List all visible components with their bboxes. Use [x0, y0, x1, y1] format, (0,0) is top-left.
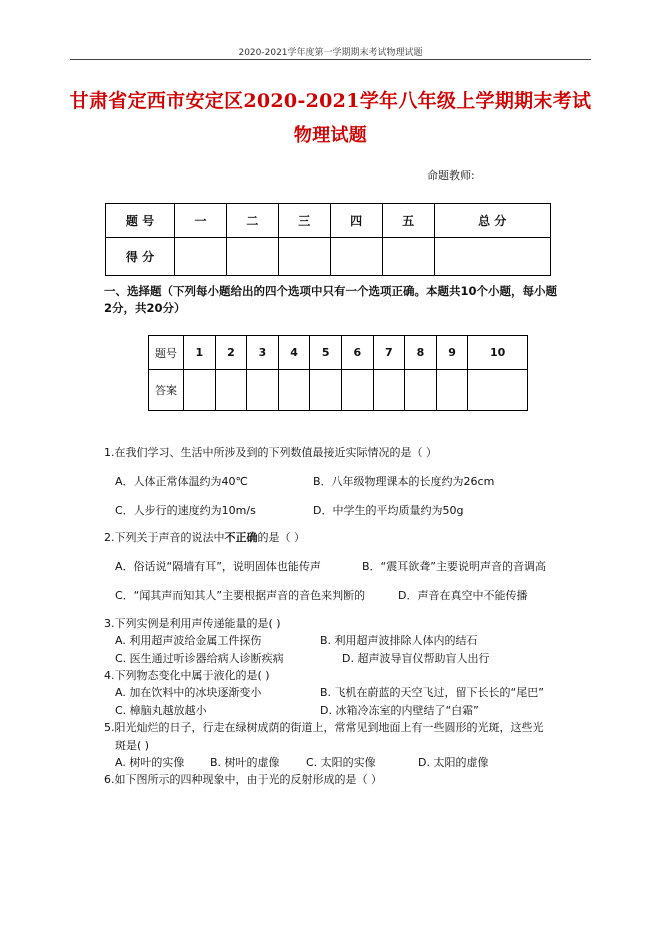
score-cell[interactable]: [434, 238, 550, 276]
answer-cell[interactable]: [373, 370, 405, 411]
answer-cell[interactable]: [247, 370, 279, 411]
page-header: 2020-2021学年度第一学期期末考试物理试题: [238, 48, 423, 58]
question-2-option-c[interactable]: C．“闻其声而知其人”主要根据声音的音色来判断的: [115, 589, 366, 602]
question-6-stem: 6.如下图所示的四种现象中，由于光的反射形成的是（ ）: [104, 773, 382, 786]
question-2-stem-post: 的是（ ）: [257, 531, 305, 544]
question-3-option-a[interactable]: A. 利用超声波给金属工件探伤: [115, 634, 262, 647]
answer-cell[interactable]: [310, 370, 342, 411]
answer-cell[interactable]: [184, 370, 216, 411]
question-3-option-c[interactable]: C. 医生通过听诊器给病人诊断疾病: [115, 652, 284, 665]
question-5-stem-line-2: 斑是( ): [115, 739, 150, 752]
author-label: 命题教师:: [427, 169, 475, 182]
question-3-stem: 3.下列实例是利用声传递能量的是( ): [104, 617, 281, 630]
answer-number-cell: 5: [310, 336, 342, 370]
answer-number-cell: 1: [184, 336, 216, 370]
score-row-label: 得 分: [106, 238, 175, 276]
score-header-cell: 一: [175, 204, 227, 238]
question-3-option-d[interactable]: D. 超声波导盲仪帮助盲人出行: [342, 652, 490, 665]
score-header-cell: 总 分: [434, 204, 550, 238]
question-1-option-c[interactable]: C．人步行的速度约为10m/s: [115, 504, 256, 517]
question-4-option-d[interactable]: D. 冰箱冷冻室的内壁结了“白霜”: [320, 704, 479, 717]
answer-number-label: 题号: [149, 336, 184, 370]
question-3-option-b[interactable]: B. 利用超声波排除人体内的结石: [320, 634, 478, 647]
answer-cell[interactable]: [405, 370, 437, 411]
question-2-option-b[interactable]: B．“震耳欲聋”主要说明声音的音调高: [362, 560, 546, 573]
score-cell[interactable]: [226, 238, 278, 276]
question-2-option-a[interactable]: A．俗话说“隔墙有耳”，说明固体也能传声: [115, 560, 321, 573]
question-4-option-b[interactable]: B. 飞机在蔚蓝的天空飞过，留下长长的“尾巴”: [320, 686, 544, 699]
answer-table-number-row: [149, 336, 528, 370]
question-4-option-c[interactable]: C. 樟脑丸越放越小: [115, 704, 207, 717]
score-table: [105, 203, 551, 276]
question-1-option-b[interactable]: B．八年级物理课本的长度约为26cm: [313, 475, 495, 488]
answer-number-cell: 8: [405, 336, 437, 370]
answer-table: [148, 335, 528, 411]
question-4-stem: 4.下列物态变化中属于液化的是( ): [104, 669, 270, 682]
score-table-header-row: [106, 204, 551, 238]
question-4-option-a[interactable]: A. 加在饮料中的冰块逐渐变小: [115, 686, 262, 699]
answer-cell[interactable]: [278, 370, 310, 411]
score-cell[interactable]: [175, 238, 227, 276]
question-5-option-b[interactable]: B. 树叶的虚像: [210, 756, 280, 769]
question-5-option-a[interactable]: A. 树叶的实像: [115, 756, 185, 769]
answer-row-label: 答案: [149, 370, 184, 411]
question-2-stem: [104, 529, 305, 545]
answer-number-cell: 3: [247, 336, 279, 370]
score-cell[interactable]: [278, 238, 330, 276]
answer-number-cell: 10: [468, 336, 528, 370]
score-header-cell: 五: [382, 204, 434, 238]
question-5-stem-line-1: 5.阳光灿烂的日子，行走在绿树成荫的街道上，常常见到地面上有一些圆形的光斑，这些光: [104, 721, 544, 734]
answer-number-cell: 4: [278, 336, 310, 370]
answer-cell[interactable]: [215, 370, 247, 411]
question-1-option-d[interactable]: D．中学生的平均质量约为50g: [313, 504, 464, 517]
header-rule: [70, 59, 591, 60]
score-header-label: 题 号: [106, 204, 175, 238]
question-5-option-d[interactable]: D. 太阳的虚像: [418, 756, 489, 769]
question-1-stem: 1.在我们学习、生活中所涉及到的下列数值最接近实际情况的是（ ）: [104, 446, 437, 459]
question-5-option-c[interactable]: C. 太阳的实像: [306, 756, 376, 769]
answer-number-cell: 9: [436, 336, 468, 370]
title-line-2: 物理试题: [293, 125, 368, 146]
answer-cell[interactable]: [468, 370, 528, 411]
question-1-option-a[interactable]: A．人体正常体温约为40℃: [115, 475, 248, 488]
answer-table-answer-row: [149, 370, 528, 411]
score-header-cell: 二: [226, 204, 278, 238]
answer-cell[interactable]: [436, 370, 468, 411]
title-line-1: 甘肃省定西市安定区2020-2021学年八年级上学期期末考试: [69, 90, 592, 112]
question-2-option-d[interactable]: D．声音在真空中不能传播: [398, 589, 528, 602]
question-2-stem-pre: 2.下列关于声音的说法中: [104, 531, 225, 544]
answer-cell[interactable]: [341, 370, 373, 411]
score-header-cell: 三: [278, 204, 330, 238]
score-table-score-row: [106, 238, 551, 276]
section-1-heading: 一、选择题（下列每小题给出的四个选项中只有一个选项正确。本题共10个小题，每小题2分，共20分）: [104, 284, 557, 315]
question-2-stem-emphasis: 不正确: [224, 531, 258, 544]
score-cell[interactable]: [382, 238, 434, 276]
score-header-cell: 四: [330, 204, 382, 238]
answer-number-cell: 6: [341, 336, 373, 370]
score-cell[interactable]: [330, 238, 382, 276]
answer-number-cell: 2: [215, 336, 247, 370]
answer-number-cell: 7: [373, 336, 405, 370]
